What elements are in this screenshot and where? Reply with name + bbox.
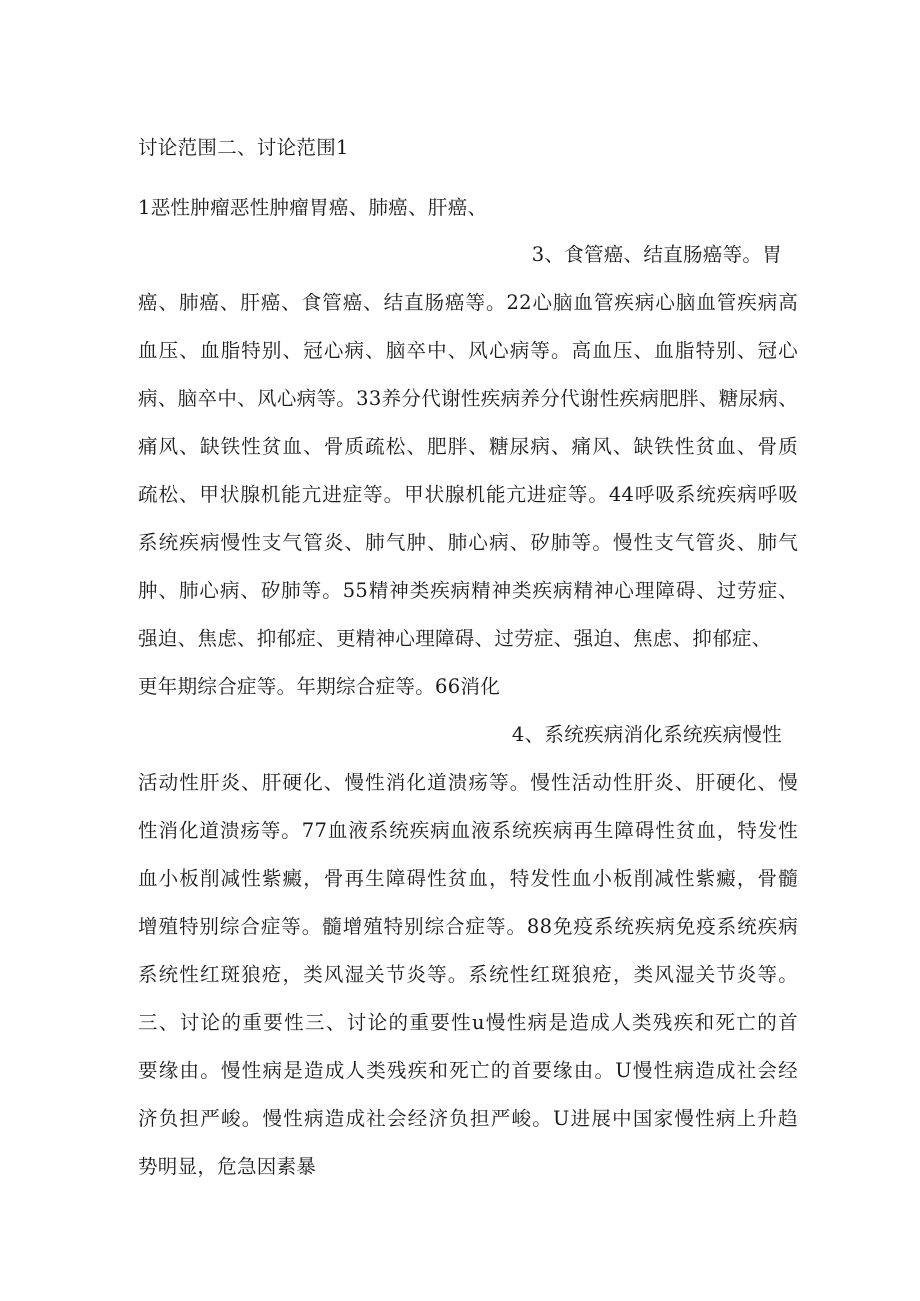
text-line: 病、脑卒中、风心病等。33养分代谢性疾病养分代谢性疾病肥胖、糖尿病、 xyxy=(138,387,798,410)
text-line: 血小板削减性紫癜，骨再生障碍性贫血，特发性血小板削减性紫癜，骨髓 xyxy=(138,867,798,890)
text-line: 肿、肺心病、矽肺等。55精神类疾病精神类疾病精神心理障碍、过劳症、 xyxy=(138,579,798,602)
text-line: 增殖特别综合症等。髓增殖特别综合症等。88免疫系统疾病免疫系统疾病 xyxy=(138,915,798,938)
text-line: 性消化道溃疡等。77血液系统疾病血液系统疾病再生障碍性贫血，特发性 xyxy=(138,819,798,842)
section-heading-importance: 三、讨论的重要性三、讨论的重要性u慢性病是造成人类残疾和死亡的首 xyxy=(138,1011,798,1034)
text-line: 济负担严峻。慢性病造成社会经济负担严峻。U进展中国家慢性病上升趋 xyxy=(138,1107,798,1130)
text-line: 1恶性肿瘤恶性肿瘤胃癌、肺癌、肝癌、 xyxy=(138,196,488,219)
section-heading-scope: 讨论范围二、讨论范围1 xyxy=(138,136,349,159)
text-line: 活动性肝炎、肝硬化、慢性消化道溃疡等。慢性活动性肝炎、肝硬化、慢 xyxy=(138,771,798,794)
text-line: 势明显，危急因素暴 xyxy=(138,1155,317,1178)
text-line: 血压、血脂特别、冠心病、脑卒中、风心病等。高血压、血脂特别、冠心 xyxy=(138,339,798,362)
text-line: 癌、肺癌、肝癌、食管癌、结直肠癌等。22心脑血管疾病心脑血管疾病高 xyxy=(138,291,798,314)
text-line: 疏松、甲状腺机能亢进症等。甲状腺机能亢进症等。44呼吸系统疾病呼吸 xyxy=(138,483,798,506)
text-line: 3、食管癌、结直肠癌等。胃 xyxy=(531,243,782,266)
text-line: 要缘由。慢性病是造成人类残疾和死亡的首要缘由。U慢性病造成社会经 xyxy=(138,1059,798,1082)
text-line: 痛风、缺铁性贫血、骨质疏松、肥胖、糖尿病、痛风、缺铁性贫血、骨质 xyxy=(138,435,798,458)
text-line: 系统性红斑狼疮，类风湿关节炎等。系统性红斑狼疮，类风湿关节炎等。 xyxy=(138,963,798,986)
text-line: 系统疾病慢性支气管炎、肺气肿、肺心病、矽肺等。慢性支气管炎、肺气 xyxy=(138,531,798,554)
text-line: 更年期综合症等。年期综合症等。66消化 xyxy=(138,675,501,698)
text-line: 强迫、焦虑、抑郁症、更精神心理障碍、过劳症、强迫、焦虑、抑郁症、 xyxy=(138,627,772,650)
text-line: 4、系统疾病消化系统疾病慢性 xyxy=(511,723,782,746)
